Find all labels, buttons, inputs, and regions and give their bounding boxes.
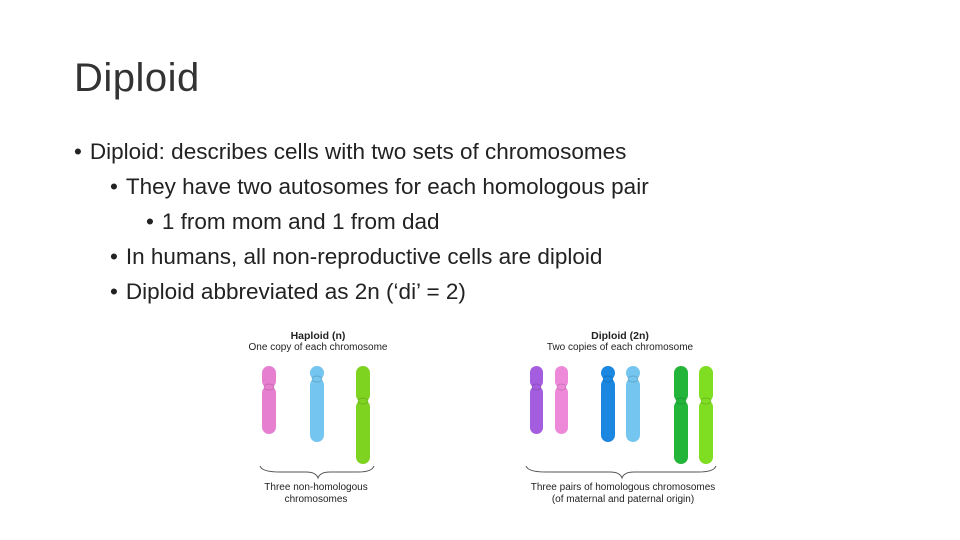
bullet-3 bbox=[146, 209, 440, 235]
diploid-heading: Diploid (2n) bbox=[591, 330, 649, 342]
diploid-chromosome-5 bbox=[674, 366, 688, 464]
bullet-dot: • bbox=[110, 244, 118, 269]
haploid-heading: Haploid (n) bbox=[290, 330, 346, 342]
bullet-text: Diploid abbreviated as 2n (‘di’ = 2) bbox=[125, 279, 466, 304]
bullet-text: They have two autosomes for each homologous pair bbox=[125, 174, 649, 199]
bullet-4 bbox=[110, 244, 602, 270]
haploid-caption-line1: Three non-homologous bbox=[264, 482, 368, 493]
bullet-text: Diploid: describes cells with two sets of chromosomes bbox=[89, 139, 627, 164]
bullet-2 bbox=[110, 174, 649, 200]
bullet-dot: • bbox=[146, 209, 154, 234]
haploid-caption-line2: chromosomes bbox=[284, 494, 348, 505]
bullet-dot: • bbox=[74, 139, 82, 164]
diploid-brace bbox=[526, 466, 716, 478]
haploid-panel bbox=[228, 330, 408, 353]
bullet-text: 1 from mom and 1 from dad bbox=[161, 209, 440, 234]
diploid-caption bbox=[498, 482, 748, 506]
bullet-dot: • bbox=[110, 279, 118, 304]
haploid-chromosome-1 bbox=[262, 366, 276, 434]
haploid-chromosome-2 bbox=[310, 366, 324, 442]
diploid-caption-line1: Three pairs of homologous chromosomes bbox=[530, 482, 716, 493]
diploid-chromosome-2 bbox=[555, 366, 568, 434]
bullet-text: In humans, all non-reproductive cells are diploid bbox=[125, 244, 603, 269]
haploid-chromosome-diagram bbox=[250, 362, 390, 480]
diploid-chromosome-1 bbox=[530, 366, 543, 434]
haploid-brace bbox=[260, 466, 374, 478]
diploid-chromosome-diagram bbox=[518, 362, 728, 480]
diploid-chromosome-4 bbox=[626, 366, 640, 442]
haploid-caption bbox=[236, 482, 396, 506]
bullet-1 bbox=[74, 139, 626, 165]
bullet-5 bbox=[110, 279, 466, 305]
haploid-subheading: One copy of each chromosome bbox=[248, 342, 388, 353]
haploid-chromosome-3 bbox=[356, 366, 370, 464]
diploid-panel bbox=[522, 330, 718, 353]
slide-title: Diploid bbox=[74, 56, 200, 100]
diploid-chromosome-6 bbox=[699, 366, 713, 464]
bullet-dot: • bbox=[110, 174, 118, 199]
diploid-caption-line2: (of maternal and paternal origin) bbox=[551, 494, 695, 505]
diploid-chromosome-3 bbox=[601, 366, 615, 442]
diploid-subheading: Two copies of each chromosome bbox=[546, 342, 694, 353]
